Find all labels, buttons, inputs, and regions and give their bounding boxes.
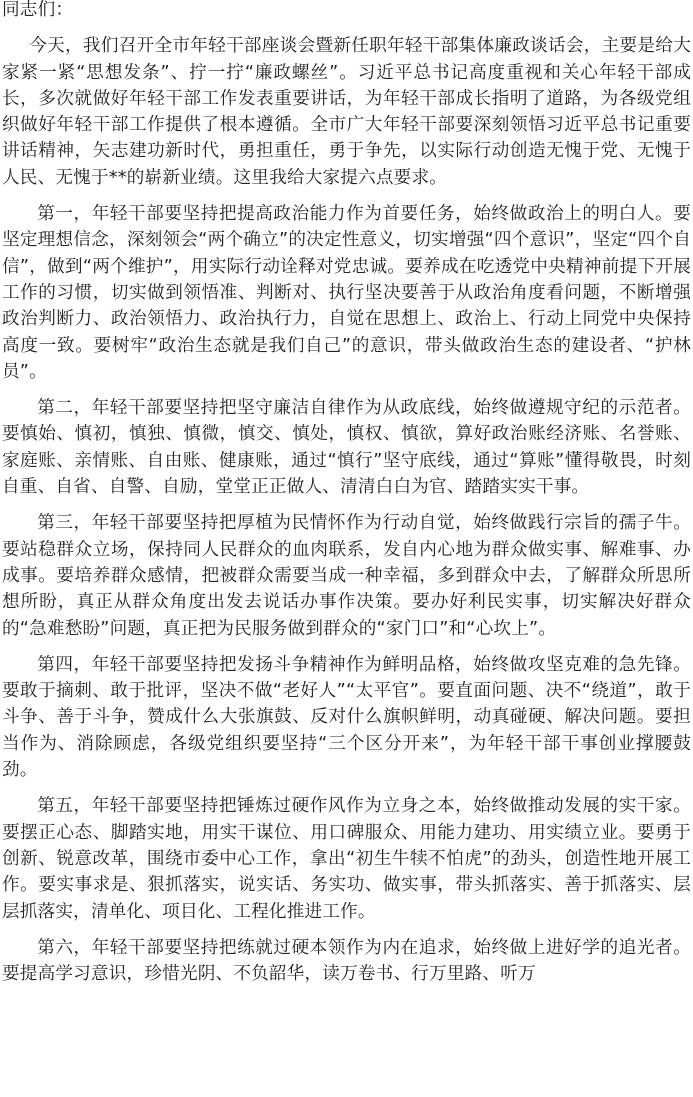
paragraph-first-requirement: 第一，年轻干部要坚持把提高政治能力作为首要任务，始终做政治上的明白人。要坚定理想信念，深刻领会“两个确立”的决定性意义，切实增强“四个意识”，坚定“四个自信”，做到“两个维护”，用实际行动诠释对党忠诚。要养成在吃透党中央精神前提下开展工作的习惯，切实做到领悟准、判断对、执行坚决要善于从政治角度看问题，不断增强政治判断力、政治领悟力、政治执行力，自觉在思想上、政治上、行动上同党中央保持高度一致。要树牢“政治生态就是我们自己”的意识，带头做政治生态的建设者、“护林员”。 [2,204,691,382]
paragraph-intro: 今天，我们召开全市年轻干部座谈会暨新任职年轻干部集体廉政谈话会，主要是给大家紧一紧“思想发条”、拧一拧“廉政螺丝”。习近平总书记高度重视和关心年轻干部成长，多次就做好年轻干部工作发表重要讲话，为年轻干部成长指明了道路，为各级党组织做好年轻干部工作提供了根本遵循。全市广大年轻干部要深刻领悟习近平总书记重要讲话精神，矢志建功新时代，勇担重任，勇于争先，以实际行动创造无愧于党、无愧于人民、无愧于**的崭新业绩。这里我给大家提六点要求。 [2,36,691,188]
paragraph-fifth-requirement: 第五，年轻干部要坚持把锤炼过硬作风作为立身之本，始终做推动发展的实干家。要摆正心态、脚踏实地，用实干谋位、用口碑服众、用能力建功、用实绩立业。要勇于创新、锐意改革，围绕市委中心工作，拿出“初生牛犊不怕虎”的劲头，创造性地开展工作。要实事求是、狠抓落实，说实话、务实功、做实事，带头抓落实、善于抓落实、层层抓落实，清单化、项目化、工程化推进工作。 [2,796,691,922]
greeting: 同志们： [2,0,74,20]
paragraph-second-requirement: 第二，年轻干部要坚持把坚守廉洁自律作为从政底线，始终做遵规守纪的示范者。要慎始、慎初，慎独、慎微，慎交、慎处，慎权、慎欲，算好政治账经济账、名誉账、家庭账、亲情账、自由账、健康账，通过“慎行”坚守底线，通过“算账”懂得敬畏，时刻自重、自省、自警、自励，堂堂正正做人、清清白白为官、踏踏实实干事。 [2,398,691,498]
paragraph-fourth-requirement: 第四，年轻干部要坚持把发扬斗争精神作为鲜明品格，始终做攻坚克难的急先锋。要敢于摘刺、敢于批评，坚决不做“老好人”“太平官”。要直面问题、决不“绕道”，敢于斗争、善于斗争，赞成什么大张旗鼓、反对什么旗帜鲜明，动真碰硬、解决问题。要担当作为、消除顾虑，各级党组织要坚持“三个区分开来”，为年轻干部干事创业撑腰鼓劲。 [2,654,691,781]
paragraph-sixth-requirement: 第六，年轻干部要坚持把练就过硬本领作为内在追求，始终做上进好学的追光者。要提高学习意识，珍惜光阴、不负韶华，读万卷书、行万里路、听万 [2,937,691,985]
paragraph-third-requirement: 第三，年轻干部要坚持把厚植为民情怀作为行动自觉，始终做践行宗旨的孺子牛。要站稳群众立场，保持同人民群众的血肉联系，发自内心地为群众做实事、解难事、办成事。要培养群众感情，把被群众需要当成一种幸福，多到群众中去，了解群众所思所想所盼，真正从群众角度出发去说话办事作决策。要办好利民实事，切实解决好群众的“急难愁盼”问题，真正把为民服务做到群众的“家门口”和“心坎上”。 [2,513,691,639]
